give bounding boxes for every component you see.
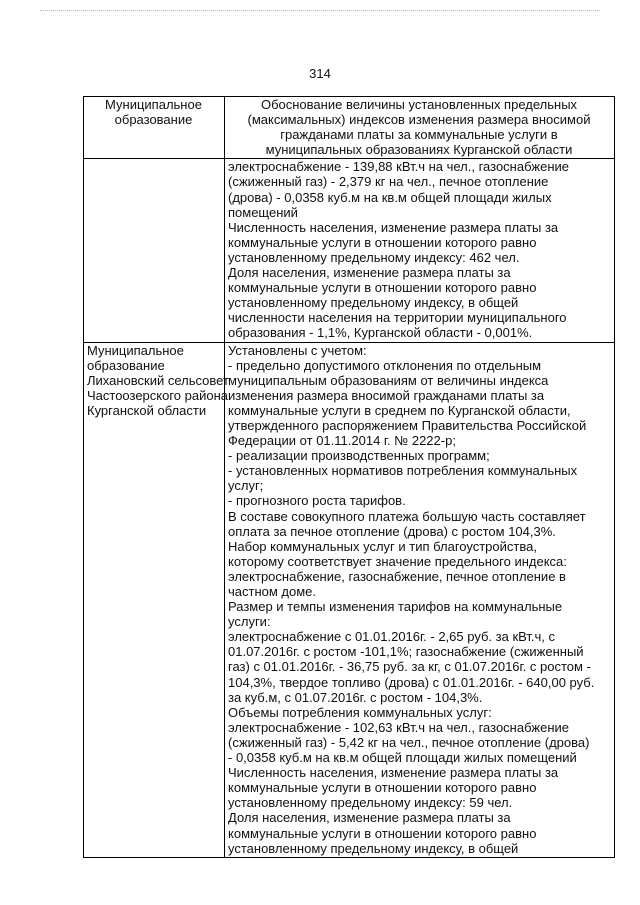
text-line: Доля населения, изменение размера платы за	[228, 265, 511, 281]
text-line: Набор коммунальных услуг и тип благоустройства,	[228, 538, 537, 554]
text-line: 01.07.2016г. с ростом -101,1%; газоснабжение (сжиженный	[228, 644, 584, 660]
table-row	[84, 342, 615, 857]
text-line: Численность населения, изменение размера платы за	[228, 765, 559, 781]
text-line: 104,3%, твердое топливо (дрова) с 01.01.2016г. - 640,00 руб.	[228, 674, 595, 690]
row1-municipality-cell	[84, 159, 225, 342]
text-line: за куб.м, с 01.07.2016г. с ростом - 104,3%.	[228, 689, 483, 705]
text-line: установленному предельному индексу: 462 чел.	[228, 249, 520, 265]
text-line: гражданами платы за коммунальные услуги в	[280, 127, 558, 143]
text-line: коммунальные услуги в отношении которого равно	[228, 280, 537, 296]
text-line: электроснабжение - 102,63 кВт.ч на чел., газоснабжение	[228, 719, 569, 735]
scan-artifact-line	[40, 10, 600, 12]
page-number: 314	[309, 66, 331, 81]
text-line: образование	[87, 357, 165, 373]
text-line: Муниципальное	[87, 342, 184, 358]
text-line: установленному предельному индексу: 59 чел.	[228, 795, 513, 811]
text-line: оплата за печное отопление (дрова) с ростом 104,3%.	[228, 523, 556, 539]
text-line: Установлены с учетом:	[228, 342, 367, 358]
text-line: газ) с 01.01.2016г. - 36,75 руб. за кг, с 01.07.2016г. с ростом -	[228, 659, 591, 675]
text-line: Численность населения, изменение размера платы за	[228, 219, 559, 235]
table-header-row	[84, 97, 615, 159]
text-line: услуги:	[228, 614, 271, 630]
text-line: установленному предельному индексу, в общей	[228, 295, 519, 311]
text-line: - прогнозного роста тарифов.	[228, 493, 406, 509]
text-line: муниципальных образованиях Курганской области	[265, 142, 573, 158]
text-line: - 0,0358 куб.м на кв.м общей площади жилых помещений	[228, 750, 577, 766]
text-line: Доля населения, изменение размера платы за	[228, 810, 511, 826]
text-line: услуг;	[228, 478, 264, 494]
text-line: муниципальным образованиям от величины индекса	[228, 372, 549, 388]
text-line: образование	[114, 112, 193, 128]
text-line: - предельно допустимого отклонения по отдельным	[228, 357, 542, 373]
text-line: которому соответствует значение предельного индекса:	[228, 553, 567, 569]
text-line: электроснабжение с 01.01.2016г. - 2,65 руб. за кВт.ч, с	[228, 629, 555, 645]
text-line: Размер и темпы изменения тарифов на коммунальные	[228, 599, 563, 615]
text-line: Обоснование величины установленных предельных	[260, 97, 578, 112]
text-line: - установленных нормативов потребления коммунальных	[228, 463, 578, 479]
table-row	[84, 159, 615, 342]
text-line: - реализации производственных программ;	[228, 448, 490, 464]
header-municipality	[84, 97, 225, 159]
text-line: Курганской области	[87, 402, 207, 418]
row2-municipality-cell	[84, 342, 229, 857]
text-line: Частоозерского района	[87, 387, 229, 403]
text-line: образования - 1,1%, Курганской области - 0,001%.	[228, 325, 533, 341]
row1-justification-cell	[225, 159, 615, 342]
municipal-index-table	[83, 96, 615, 858]
text-line: (максимальных) индексов изменения размера вносимой	[247, 112, 591, 128]
text-line: установленному предельному индексу, в общей	[228, 840, 519, 856]
text-line: изменения размера вносимой гражданами платы за	[228, 387, 545, 403]
text-line: коммунальные услуги в отношении которого равно	[228, 234, 537, 250]
text-line: В составе совокупного платежа большую часть составляет	[228, 508, 586, 524]
text-line: электроснабжение - 139,88 кВт.ч на чел., газоснабжение	[228, 159, 569, 175]
text-line: частном доме.	[228, 584, 317, 599]
text-line: (сжиженный газ) - 5,42 кг на чел., печное отопление (дрова)	[228, 734, 590, 750]
text-line: Муниципальное	[105, 97, 202, 112]
text-line: (дрова) - 0,0358 куб.м на кв.м общей площади жилых	[228, 189, 552, 205]
text-line: помещений	[228, 204, 298, 220]
text-line: утвержденного распоряжением Правительства Российской	[228, 417, 587, 433]
text-line: (сжиженный газ) - 2,379 кг на чел., печное отопление	[228, 174, 549, 190]
text-line: коммунальные услуги в отношении которого равно	[228, 825, 537, 841]
text-line: коммунальные услуги в отношении которого равно	[228, 780, 537, 796]
text-line: Лихановский сельсовет	[87, 372, 229, 388]
text-line: Федерации от 01.11.2014 г. № 2222-р;	[228, 433, 456, 449]
text-line: электроснабжение, газоснабжение, печное отопление в	[228, 568, 566, 584]
text-line: коммунальные услуги в среднем по Курганской области,	[228, 402, 571, 418]
header-justification	[225, 97, 615, 159]
text-line: Объемы потребления коммунальных услуг:	[228, 704, 492, 720]
row2-justification-cell	[225, 342, 615, 857]
text-line: численности населения на территории муниципального	[228, 310, 567, 326]
